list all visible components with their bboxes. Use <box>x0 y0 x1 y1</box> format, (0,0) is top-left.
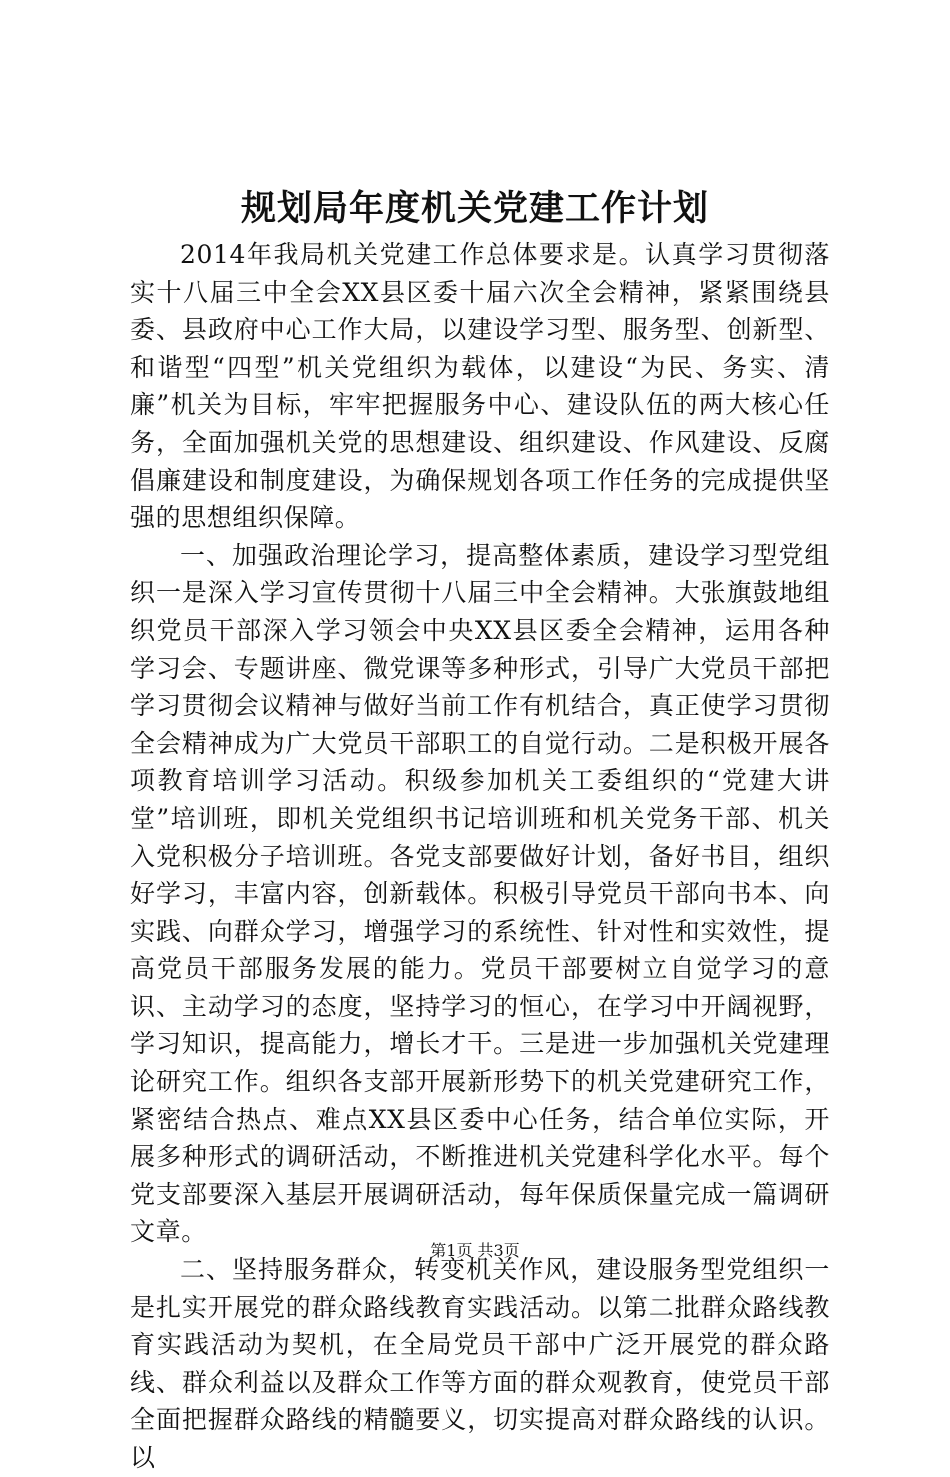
paragraph-section-one: 一、加强政治理论学习，提高整体素质，建设学习型党组织一是深入学习宣传贯彻十八届三中全会精神。大张旗鼓地组织党员干部深入学习领会中央XX县区委全会精神，运用各种学习会、专题讲座、微党课等多种形式，引导广大党员干部把学习贯彻会议精神与做好当前工作有机结合，真正使学习贯彻全会精神成为广大党员干部职工的自觉行动。二是积极开展各项教育培训学习活动。积级参加机关工委组织的“党建大讲堂”培训班，即机关党组织书记培训班和机关党务干部、机关入党积极分子培训班。各党支部要做好计划，备好书目，组织好学习，丰富内容，创新载体。积极引导党员干部向书本、向实践、向群众学习，增强学习的系统性、针对性和实效性，提高党员干部服务发展的能力。党员干部要树立自觉学习的意识、主动学习的态度，坚持学习的恒心，在学习中开阔视野，学习知识，提高能力，增长才干。三是进一步加强机关党建理论研究工作。组织各支部开展新形势下的机关党建研究工作，紧密结合热点、难点XX县区委中心任务，结合单位实际，开展多种形式的调研活动，不断推进机关党建科学化水平。每个党支部要深入基层开展调研活动，每年保质保量完成一篇调研文章。 <box>130 540 830 1247</box>
document-title: 规划局年度机关党建工作计划 <box>240 188 709 229</box>
paragraph-section-two: 二、坚持服务群众，转变机关作风，建设服务型党组织一是扎实开展党的群众路线教育实践活动。以第二批群众路线教育实践活动为契机，在全局党员干部中广泛开展党的群众路线、群众利益以及群众工作等方面的群众观教育，使党员干部全面把握群众路线的精髓要义，切实提高对群众路线的认识。以 <box>130 1255 830 1472</box>
page-number-footer: 第1页 共3页 <box>430 1241 520 1260</box>
paragraph-intro: 2014年我局机关党建工作总体要求是。认真学习贯彻落实十八届三中全会XX县区委十届六次全会精神，紧紧围绕县委、县政府中心工作大局，以建设学习型、服务型、创新型、和谐型“四型”机关党组织为载体，以建设“为民、务实、清廉”机关为目标，牢牢把握服务中心、建设队伍的两大核心任务，全面加强机关党的思想建设、组织建设、作风建设、反腐倡廉建设和制度建设，为确保规划各项工作任务的完成提供坚强的思想组织保障。 <box>130 240 830 533</box>
document-body <box>130 236 830 1477</box>
